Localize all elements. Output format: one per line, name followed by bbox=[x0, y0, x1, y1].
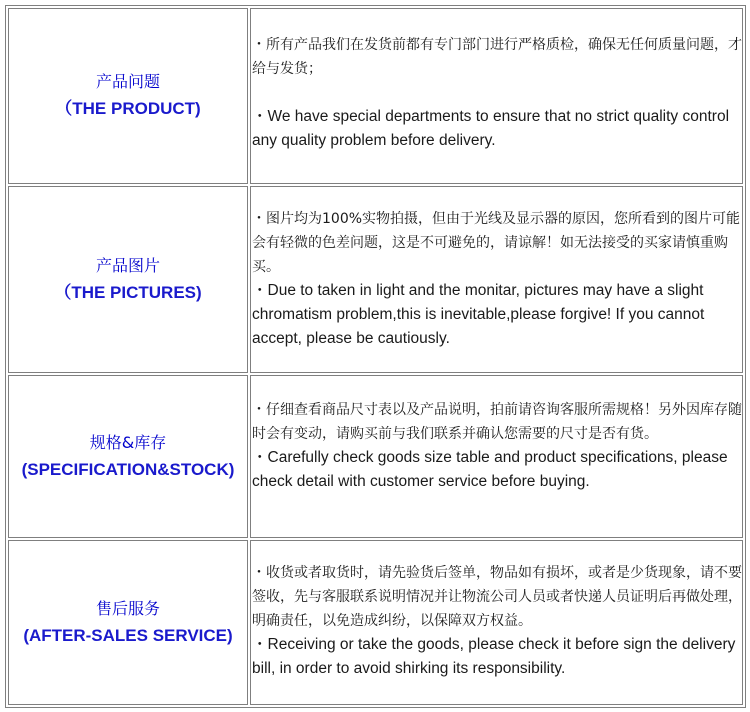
section-content-cell bbox=[250, 540, 743, 705]
section-title-cn: 产品问题 bbox=[95, 72, 160, 92]
section-title-cell bbox=[8, 8, 248, 184]
section-title-en: (AFTER-SALES SERVICE) bbox=[23, 625, 233, 645]
section-content-cell bbox=[250, 186, 743, 373]
section-text-cn: ・仔细查看商品尺寸表以及产品说明，拍前请咨询客服所需规格！另外因库存随时会有变动，请购买前与我们联系并确认您需要的尺寸是否有货。 bbox=[252, 402, 742, 443]
section-content-cell bbox=[250, 8, 743, 184]
table-row-product bbox=[8, 8, 743, 184]
table-row-spec-stock bbox=[8, 375, 743, 538]
table-row-after-sales bbox=[8, 540, 743, 705]
policy-table bbox=[5, 5, 746, 708]
section-text-en: ・We have special departments to ensure that no strict quality control any quality problem before delivery. bbox=[252, 108, 730, 149]
table-row-pictures bbox=[8, 186, 743, 373]
section-text-cn: ・所有产品我们在发货前都有专门部门进行严格质检，确保无任何质量问题，才给与发货； bbox=[252, 37, 742, 77]
section-text-en: ・Due to taken in light and the monitar, pictures may have a slight chromatism problem,this is inevitable,please forgive! If you cannot accept, please be cautiously. bbox=[252, 282, 705, 348]
section-text-en: ・Carefully check goods size table and product specifications, please check detail with customer service before buying. bbox=[252, 449, 728, 491]
section-title-en: （THE PICTURES) bbox=[54, 282, 202, 302]
section-content-cell bbox=[250, 375, 743, 538]
section-title-cell bbox=[8, 186, 248, 373]
section-title-cn: 规格&库存 bbox=[89, 432, 167, 452]
section-title-cn: 售后服务 bbox=[95, 598, 160, 618]
section-title-en: （THE PRODUCT) bbox=[55, 99, 201, 119]
section-title-cell bbox=[8, 540, 248, 705]
section-text-en: ・Receiving or take the goods, please check it before sign the delivery bill, in order to avoid shirking its responsibility. bbox=[252, 636, 736, 678]
section-text-cn: ・收货或者取货时，请先验货后签单，物品如有损坏，或者是少货现象，请不要签收，先与客服联系说明情况并让物流公司人员或者快递人员证明后再做处理，明确责任，以免造成纠纷，以保障双方权益。 bbox=[252, 565, 742, 630]
section-title-en: (SPECIFICATION&STOCK) bbox=[21, 459, 235, 479]
section-title-cell bbox=[8, 375, 248, 538]
section-title-cn: 产品图片 bbox=[95, 255, 160, 275]
section-text-cn: ・图片均为100%实物拍摄，但由于光线及显示器的原因，您所看到的图片可能会有轻微的色差问题，这是不可避免的，请谅解！如无法接受的买家请慎重购买。 bbox=[252, 211, 741, 276]
